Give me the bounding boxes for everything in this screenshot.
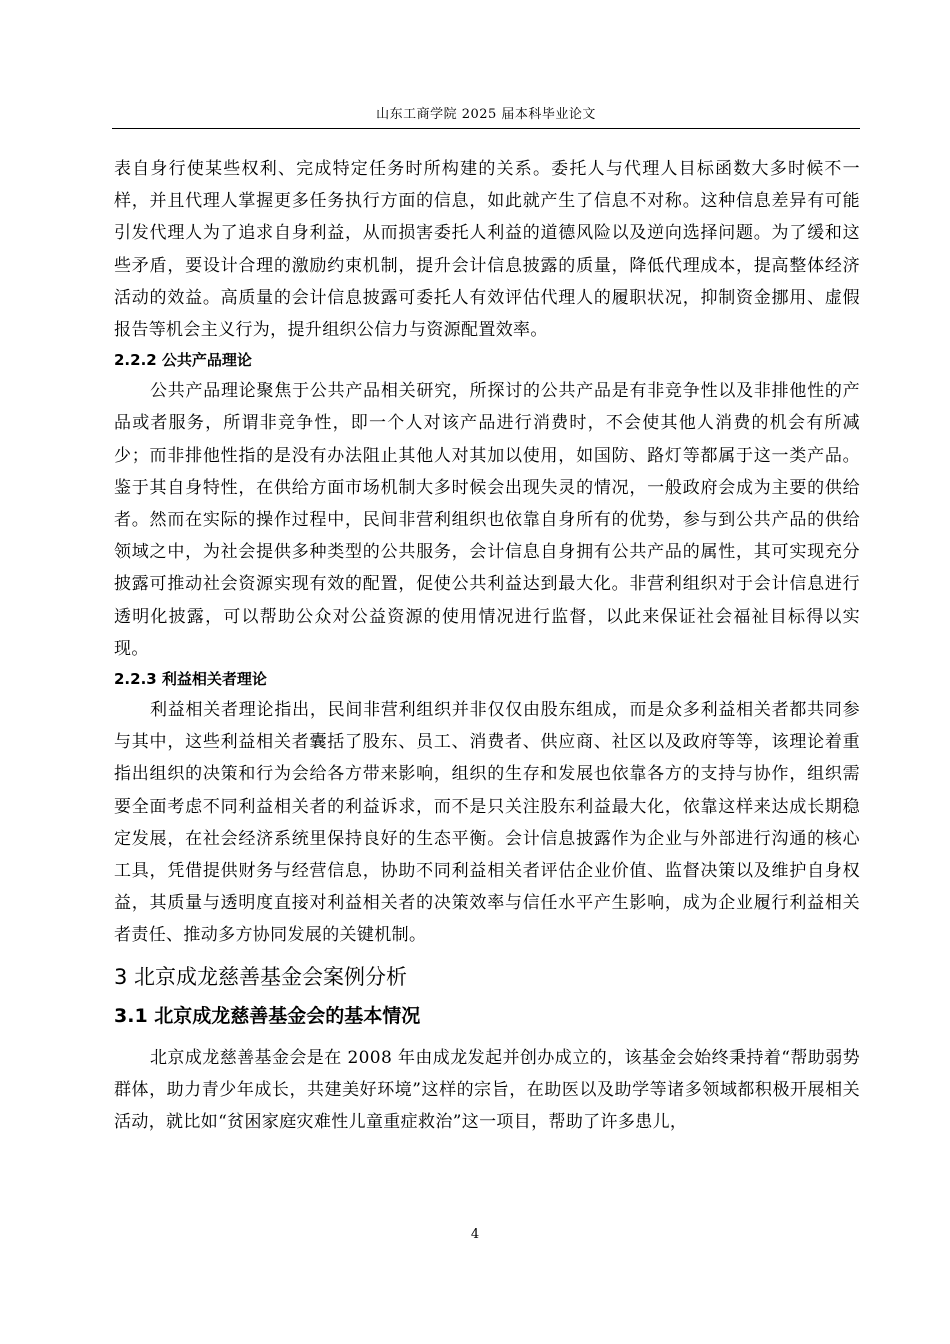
paragraph-public-goods-theory: 公共产品理论聚焦于公共产品相关研究，所探讨的公共产品是有非竞争性以及非排他性的产品或者服务，所谓非竞争性，即一个人对该产品进行消费时，不会使其他人消费的机会有所减少；而非排他性指的是没有办法阻止其他人对其加以使用，如国防、路灯等都属于这一类产品。鉴于其自身特性，在供给方面市场机制大多时候会出现失灵的情况，一般政府会成为主要的供给者。然而在实际的操作过程中，民间非营利组织也依靠自身所有的优势，参与到公共产品的供给领域之中，为社会提供多种类型的公共服务，会计信息自身拥有公共产品的属性，其可实现充分披露可推动社会资源实现有效的配置，促使公共利益达到最大化。非营利组织对于会计信息进行透明化披露，可以帮助公众对公益资源的使用情况进行监督，以此来保证社会福祉目标得以实现。	[114, 381, 860, 659]
section-heading-2-2-3: 2.2.3 利益相关者理论	[114, 670, 267, 689]
chapter-heading-3: 3 北京成龙慈善基金会案例分析	[114, 964, 408, 989]
page-content	[114, 153, 860, 1138]
running-header: 山东工商学院 2025 届本科毕业论文	[376, 107, 596, 122]
section-heading-2-2-2: 2.2.2 公共产品理论	[114, 351, 252, 370]
paragraph-principal-agent-continued: 表自身行使某些权利、完成特定任务时所构建的关系。委托人与代理人目标函数大多时候不一样，并且代理人掌握更多任务执行方面的信息，如此就产生了信息不对称。这种信息差异有可能引发代理人为了追求自身利益，从而损害委托人利益的道德风险以及逆向选择问题。为了缓和这些矛盾，要设计合理的激励约束机制，提升会计信息披露的质量，降低代理成本，提高整体经济活动的效益。高质量的会计信息披露可委托人有效评估代理人的履职状况，抑制资金挪用、虚假报告等机会主义行为，提升组织公信力与资源配置效率。	[114, 159, 860, 341]
header-rule	[112, 128, 860, 129]
page-number: 4	[470, 1227, 480, 1242]
section-heading-3-1: 3.1 北京成龙慈善基金会的基本情况	[114, 1004, 421, 1027]
paragraph-stakeholder-theory: 利益相关者理论指出，民间非营利组织并非仅仅由股东组成，而是众多利益相关者都共同参与其中，这些利益相关者囊括了股东、员工、消费者、供应商、社区以及政府等等，该理论着重指出组织的决策和行为会给各方带来影响，组织的生存和发展也依靠各方的支持与协作，组织需要全面考虑不同利益相关者的利益诉求，而不是只关注股东利益最大化，依靠这样来达成长期稳定发展，在社会经济系统里保持良好的生态平衡。会计信息披露作为企业与外部进行沟通的核心工具，凭借提供财务与经营信息，协助不同利益相关者评估企业价值、监督决策以及维护自身权益，其质量与透明度直接对利益相关者的决策效率与信任水平产生影响，成为企业履行利益相关者责任、推动多方协同发展的关键机制。	[114, 700, 860, 946]
paragraph-foundation-basics: 北京成龙慈善基金会是在 2008 年由成龙发起并创办成立的，该基金会始终秉持着“帮助弱势群体，助力青少年成长，共建美好环境”这样的宗旨，在助医以及助学等诸多领域都积极开展相关活动，就比如“贫困家庭灾难性儿童重症救治”这一项目，帮助了许多患儿，	[114, 1047, 860, 1133]
